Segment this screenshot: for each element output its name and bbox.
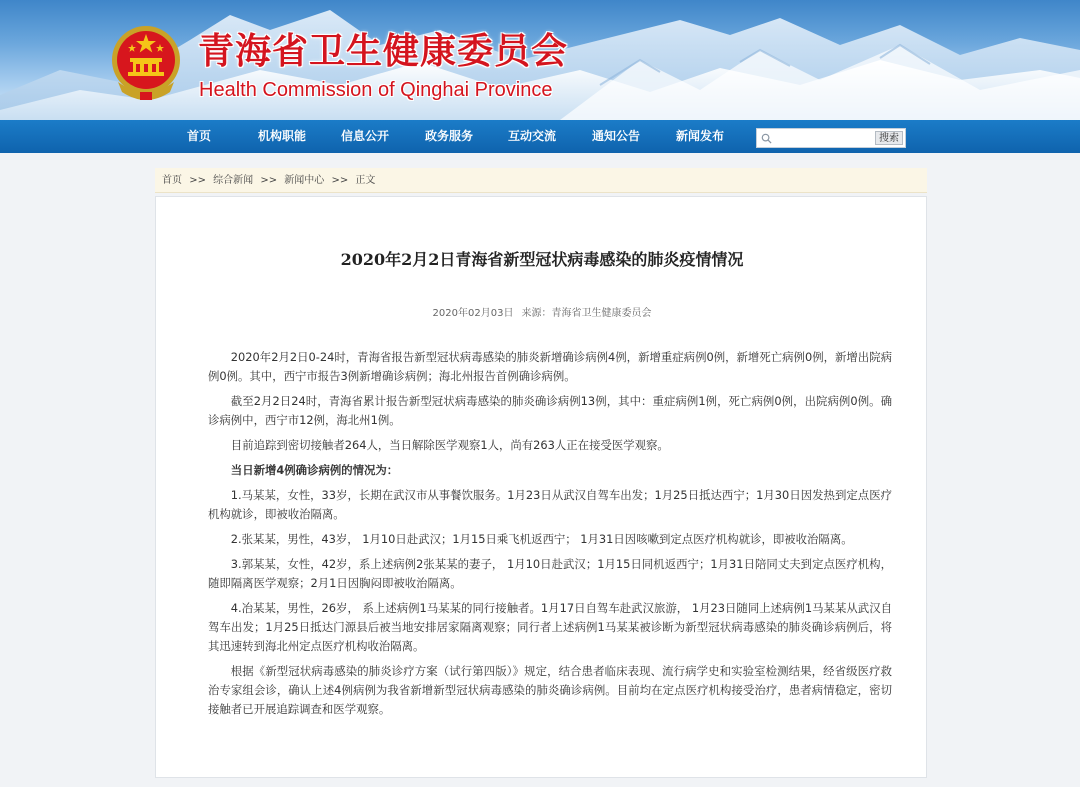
article-date: 2020年02月03日: [432, 308, 514, 319]
article-panel: [155, 196, 927, 778]
nav-item-news-release[interactable]: 新闻发布: [676, 129, 725, 143]
breadcrumb-current-page: 正文: [355, 175, 376, 186]
breadcrumb-separator: >>: [189, 175, 206, 186]
breadcrumb-link-home[interactable]: 首页: [162, 175, 182, 186]
national-emblem-icon: [110, 22, 182, 102]
nav-item-interaction[interactable]: 互动交流: [508, 129, 557, 143]
breadcrumb-separator: >>: [331, 175, 349, 186]
nav-item-government-services[interactable]: 政务服务: [425, 129, 474, 143]
search-box: [756, 128, 906, 148]
article-paragraph: 2.张某某，男性，43岁， 1月10日赴武汉；1月15日乘飞机返西宁； 1月31日因咳嗽到定点医疗机构就诊，即被收治隔离。: [230, 532, 853, 546]
site-title-english: Health Commission of Qinghai Province: [199, 79, 553, 101]
site-title-chinese: 青海省卫生健康委员会: [198, 31, 569, 72]
article-paragraph: 3.郭某某，女性，42岁，系上述病例2张某某的妻子， 1月10日赴武汉；1月15日同机返西宁；1月31日陪同丈夫到定点医疗机构，随即隔离医学观察；2月1日因胸闷即被收治隔离。: [208, 557, 892, 590]
article-source: 来源：青海省卫生健康委员会: [521, 308, 652, 319]
nav-item-announcements[interactable]: 通知公告: [592, 129, 641, 143]
article-paragraph: 4.冶某某，男性，26岁， 系上述病例1马某某的同行接触者。1月17日自驾车赴武汉旅游， 1月23日随同上述病例1马某某从武汉自驾车出发；1月25日抵达门源县后被当地安排居家隔离观察；同行者上述病例1马某某被诊断为新型冠状病毒感染的肺炎确诊病例后，将其迅速转到海北州定点医疗机构收治隔离。: [208, 601, 892, 653]
site-header: [0, 0, 1080, 120]
breadcrumb-link-general-news[interactable]: 综合新闻: [213, 175, 254, 186]
main-navigation: [0, 120, 1080, 153]
breadcrumb-separator: >>: [260, 175, 278, 186]
article-paragraph: 2020年2月2日0-24时，青海省报告新型冠状病毒感染的肺炎新增确诊病例4例，新增重症病例0例，新增死亡病例0例，新增出院病例0例。其中，西宁市报告3例新增确诊病例；海北州报告首例确诊病例。: [208, 350, 892, 383]
article-paragraph: 根据《新型冠状病毒感染的肺炎诊疗方案（试行第四版）》规定，结合患者临床表现、流行病学史和实验室检测结果，经省级医疗救治专家组会诊，确认上述4例病例为我省新增新型冠状病毒感染的肺炎确诊病例。目前均在定点医疗机构接受治疗，患者病情稳定，密切接触者已开展追踪调查和医学观察。: [208, 664, 892, 716]
nav-item-information-disclosure[interactable]: 信息公开: [341, 129, 390, 143]
breadcrumb: [155, 168, 927, 193]
search-button[interactable]: 搜索: [875, 131, 903, 145]
breadcrumb-link-news-center[interactable]: 新闻中心: [284, 175, 325, 186]
article-meta: [156, 304, 928, 319]
article-paragraph: 截至2月2日24时，青海省累计报告新型冠状病毒感染的肺炎确诊病例13例，其中：重症病例1例，死亡病例0例，出院病例0例。确诊病例中，西宁市12例，海北州1例。: [208, 394, 892, 427]
article-body: [208, 348, 892, 725]
nav-item-home[interactable]: 首页: [187, 129, 212, 143]
search-input[interactable]: [757, 129, 875, 147]
article-title: 2020年2月2日青海省新型冠状病毒感染的肺炎疫情情况: [340, 250, 744, 269]
nav-item-organization[interactable]: 机构职能: [258, 129, 307, 143]
article-paragraph: 目前追踪到密切接触者264人，当日解除医学观察1人，尚有263人正在接受医学观察。: [230, 438, 669, 452]
article-subheading: 当日新增4例确诊病例的情况为：: [230, 463, 399, 477]
article-paragraph: 1.马某某，女性，33岁，长期在武汉市从事餐饮服务。1月23日从武汉自驾车出发；1月25日抵达西宁；1月30日因发热到定点医疗机构就诊，即被收治隔离。: [208, 488, 892, 521]
